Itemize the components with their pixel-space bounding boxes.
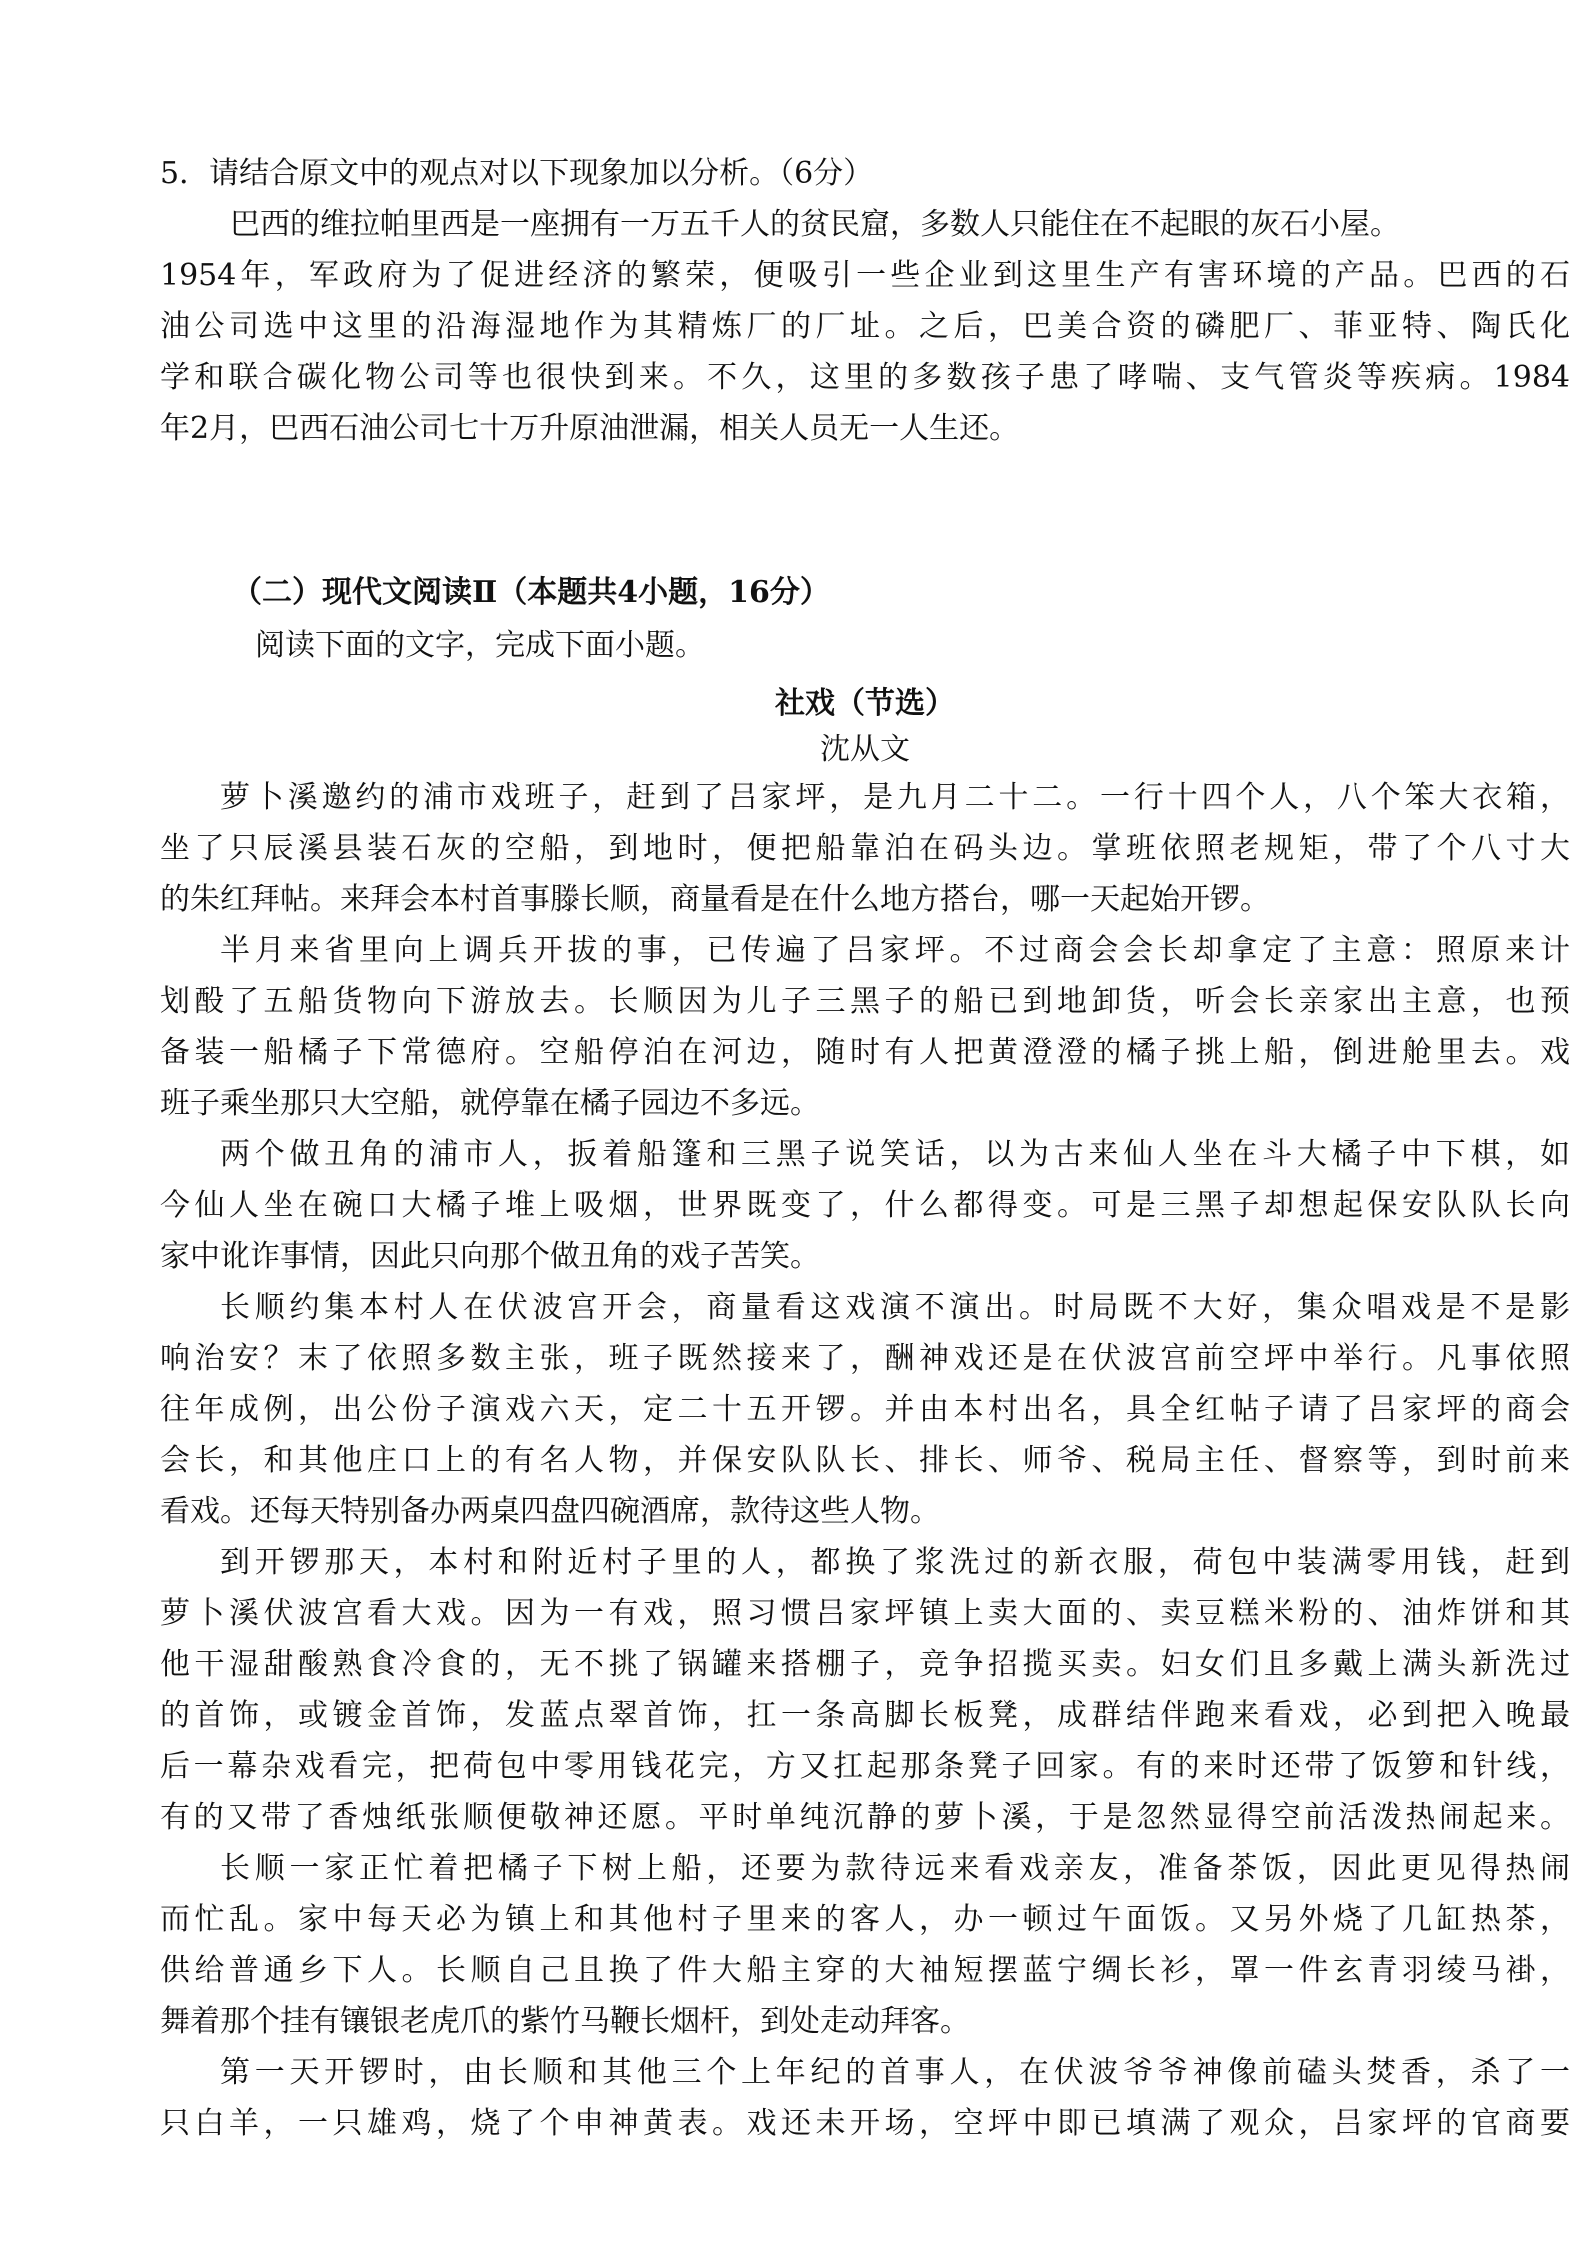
passage-line: 萝卜溪伏波宫看大戏。因为一有戏，照习惯吕家坪镇上卖大面的、卖豆糕米粉的、油炸饼和其 xyxy=(160,1596,1570,1631)
passage-line: 班子乘坐那只大空船，就停靠在橘子园边不多远。 xyxy=(160,1086,820,1121)
passage-line: 的朱红拜帖。来拜会本村首事滕长顺，商量看是在什么地方搭台，哪一天起始开锣。 xyxy=(160,882,1270,917)
passage-line: 有的又带了香烛纸张顺便敬神还愿。平时单纯沉静的萝卜溪，于是忽然显得空前活泼热闹起来。 xyxy=(160,1800,1570,1835)
passage-line: 后一幕杂戏看完，把荷包中零用钱花完，方又扛起那条凳子回家。有的来时还带了饭箩和针线， xyxy=(160,1749,1570,1784)
section-heading: （二）现代文阅读Ⅱ（本题共4小题，16分） xyxy=(232,575,830,610)
passage-line: 响治安？末了依照多数主张，班子既然接来了，酬神戏还是在伏波宫前空坪中举行。凡事依照 xyxy=(160,1341,1570,1376)
passage-line: 到开锣那天，本村和附近村子里的人，都换了浆洗过的新衣服，荷包中装满零用钱，赶到 xyxy=(220,1545,1570,1580)
question-5-passage-line: 学和联合碳化物公司等也很快到来。不久，这里的多数孩子患了哮喘、支气管炎等疾病。1984 xyxy=(160,360,1570,395)
passage-line: 萝卜溪邀约的浦市戏班子，赶到了吕家坪，是九月二十二。一行十四个人，八个笨大衣箱， xyxy=(220,780,1570,815)
passage-title: 社戏（节选） xyxy=(775,686,955,721)
passage-line: 而忙乱。家中每天必为镇上和其他村子里来的客人，办一顿过午面饭。又另外烧了几缸热茶， xyxy=(160,1902,1570,1937)
question-5-prompt: 5．请结合原文中的观点对以下现象加以分析。（6分） xyxy=(160,156,874,191)
passage-line: 长顺一家正忙着把橘子下树上船，还要为款待远来看戏亲友，准备茶饭，因此更见得热闹 xyxy=(220,1851,1570,1886)
question-5-passage-line: 巴西的维拉帕里西是一座拥有一万五千人的贫民窟，多数人只能住在不起眼的灰石小屋。 xyxy=(230,207,1400,242)
passage-line: 看戏。还每天特别备办两桌四盘四碗酒席，款待这些人物。 xyxy=(160,1494,940,1529)
passage-author: 沈从文 xyxy=(820,732,910,767)
passage-line: 今仙人坐在碗口大橘子堆上吸烟，世界既变了，什么都得变。可是三黑子却想起保安队队长向 xyxy=(160,1188,1570,1223)
passage-line: 第一天开锣时，由长顺和其他三个上年纪的首事人，在伏波爷爷神像前磕头焚香，杀了一 xyxy=(220,2055,1570,2090)
passage-line: 他干湿甜酸熟食冷食的，无不挑了锅罐来搭棚子，竞争招揽买卖。妇女们且多戴上满头新洗过 xyxy=(160,1647,1570,1682)
passage-line: 长顺约集本村人在伏波宫开会，商量看这戏演不演出。时局既不大好，集众唱戏是不是影 xyxy=(220,1290,1570,1325)
passage-line: 两个做丑角的浦市人，扳着船篷和三黑子说笑话，以为古来仙人坐在斗大橘子中下棋，如 xyxy=(220,1137,1570,1172)
question-5-passage-line: 1954年，军政府为了促进经济的繁荣，便吸引一些企业到这里生产有害环境的产品。巴西的石 xyxy=(160,258,1570,293)
passage-line: 会长，和其他庄口上的有名人物，并保安队队长、排长、师爷、税局主任、督察等，到时前来 xyxy=(160,1443,1570,1478)
passage-line: 划酘了五船货物向下游放去。长顺因为儿子三黑子的船已到地卸货，听会长亲家出主意，也预 xyxy=(160,984,1570,1019)
passage-line: 备装一船橘子下常德府。空船停泊在河边，随时有人把黄澄澄的橘子挑上船，倒进舱里去。戏 xyxy=(160,1035,1570,1070)
passage-line: 供给普通乡下人。长顺自己且换了件大船主穿的大袖短摆蓝宁绸长衫，罩一件玄青羽绫马褂， xyxy=(160,1953,1570,1988)
reading-instruction: 阅读下面的文字，完成下面小题。 xyxy=(255,628,705,663)
passage-line: 往年成例，出公份子演戏六天，定二十五开锣。并由本村出名，具全红帖子请了吕家坪的商会 xyxy=(160,1392,1570,1427)
question-5-passage-line: 油公司选中这里的沿海湿地作为其精炼厂的厂址。之后，巴美合资的磷肥厂、菲亚特、陶氏化 xyxy=(160,309,1570,344)
passage-line: 舞着那个挂有镶银老虎爪的紫竹马鞭长烟杆，到处走动拜客。 xyxy=(160,2004,970,2039)
passage-line: 家中讹诈事情，因此只向那个做丑角的戏子苦笑。 xyxy=(160,1239,820,1274)
passage-line: 的首饰，或镀金首饰，发蓝点翠首饰，扛一条高脚长板凳，成群结伴跑来看戏，必到把入晚最 xyxy=(160,1698,1570,1733)
passage-line: 坐了只辰溪县装石灰的空船，到地时，便把船靠泊在码头边。掌班依照老规矩，带了个八寸大 xyxy=(160,831,1570,866)
question-5-passage-line: 年2月，巴西石油公司七十万升原油泄漏，相关人员无一人生还。 xyxy=(160,411,1020,446)
passage-line: 半月来省里向上调兵开拔的事，已传遍了吕家坪。不过商会会长却拿定了主意：照原来计 xyxy=(220,933,1570,968)
passage-line: 只白羊，一只雄鸡，烧了个申神黄表。戏还未开场，空坪中即已填满了观众，吕家坪的官商要 xyxy=(160,2106,1570,2141)
